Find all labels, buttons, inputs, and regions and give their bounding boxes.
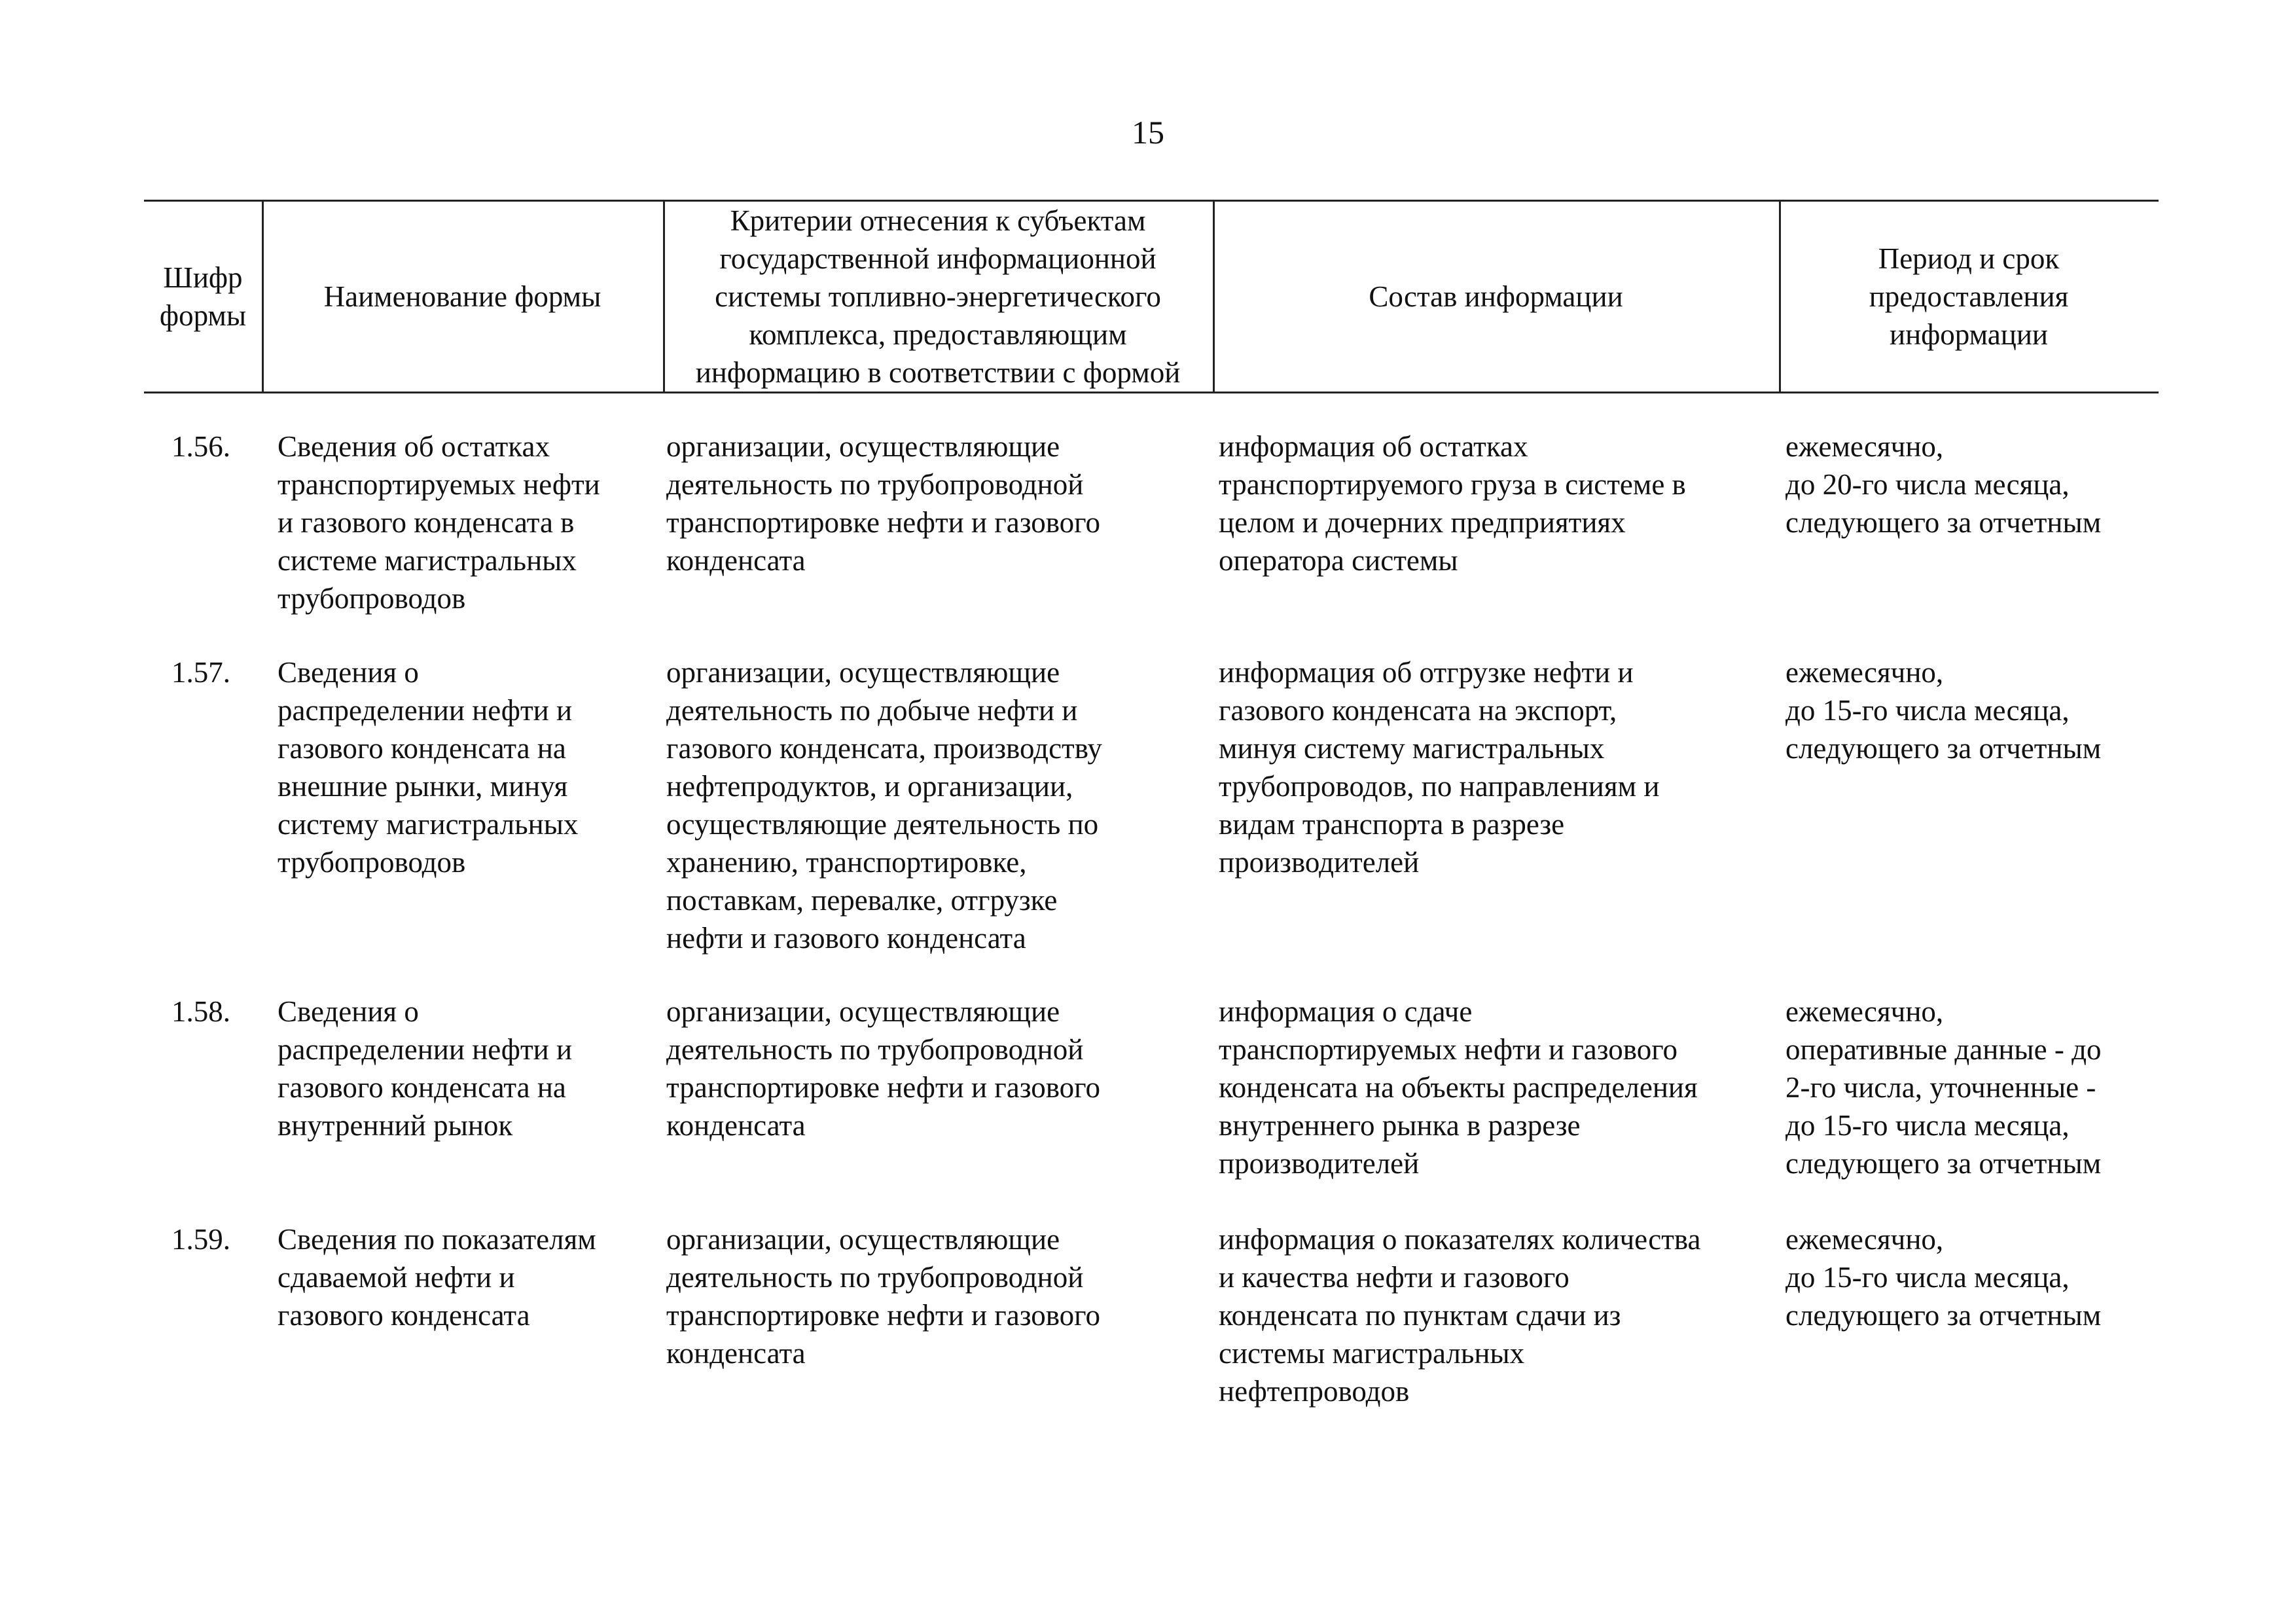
form-period: ежемесячно, до 15-го числа месяца, следующего за отчетным	[1785, 1223, 2102, 1332]
header-criteria	[663, 202, 1213, 392]
form-period: ежемесячно, оперативные данные - до 2-го числа, уточненные - до 15-го числа месяца, следующего за отчетным	[1785, 995, 2102, 1180]
form-composition: информация о показателях количества и качества нефти и газового конденсата по пунктам сдачи из системы магистральных нефтепроводов	[1219, 1223, 1701, 1408]
form-name: Сведения по показателям сдаваемой нефти и газового конденсата	[278, 1223, 596, 1332]
form-criteria: организации, осуществляющие деятельность по трубопроводной транспортировке нефти и газового конденсата	[666, 430, 1101, 577]
header-period	[1779, 202, 2159, 392]
header-line: Наименование формы	[323, 280, 601, 313]
table-row	[144, 428, 2159, 653]
table-row	[144, 1220, 2159, 1417]
form-code: 1.56.	[171, 430, 230, 463]
header-form-code	[144, 202, 262, 392]
header-line: формы	[159, 299, 247, 332]
table-row	[144, 653, 2159, 993]
header-line: предоставления	[1869, 280, 2069, 313]
header-line: системы топливно-энергетического	[715, 280, 1161, 313]
form-name: Сведения о распределении нефти и газового конденсата на внешние рынки, минуя систему магистральных трубопроводов	[278, 656, 579, 879]
form-criteria: организации, осуществляющие деятельность по добыче нефти и газового конденсата, производству нефтепродуктов, и организации, осуществляющие деятельность по хранению, транспортировке, поставкам, перевалке, отгрузке нефти и газового конденсата	[666, 656, 1102, 955]
form-code: 1.59.	[171, 1223, 230, 1256]
header-line: Шифр	[163, 261, 243, 294]
table-row	[144, 993, 2159, 1220]
header-text	[324, 278, 601, 316]
header-text	[160, 259, 246, 335]
table-body	[144, 428, 2159, 1417]
table-header	[144, 200, 2159, 393]
header-line: Критерии отнесения к субъектам	[730, 204, 1146, 237]
header-form-name	[262, 202, 663, 392]
form-name: Сведения об остатках транспортируемых нефти и газового конденсата в системе магистральных трубопроводов	[278, 430, 600, 615]
page-number: 15	[1132, 114, 1164, 151]
form-composition: информация о сдаче транспортируемых нефти и газового конденсата на объекты распределения внутреннего рынка в разрезе производителей	[1219, 995, 1698, 1180]
header-line: государственной информационной	[719, 242, 1157, 275]
forms-table	[144, 200, 2159, 1417]
form-composition: информация об отгрузке нефти и газового конденсата на экспорт, минуя систему магистральных трубопроводов, по направлениям и видам транспорта в разрезе производителей	[1219, 656, 1660, 879]
header-line: комплекса, предоставляющим	[749, 318, 1127, 351]
header-line: информацию в соответствии с формой	[695, 356, 1181, 389]
form-code: 1.57.	[171, 656, 230, 689]
header-line: Состав информации	[1369, 280, 1623, 313]
form-name: Сведения о распределении нефти и газового конденсата на внутренний рынок	[278, 995, 573, 1142]
form-criteria: организации, осуществляющие деятельность по трубопроводной транспортировке нефти и газового конденсата	[666, 995, 1101, 1142]
form-period: ежемесячно, до 20-го числа месяца, следующего за отчетным	[1785, 430, 2102, 539]
form-criteria: организации, осуществляющие деятельность по трубопроводной транспортировке нефти и газового конденсата	[666, 1223, 1101, 1370]
header-text	[1869, 240, 2069, 354]
form-period: ежемесячно, до 15-го числа месяца, следующего за отчетным	[1785, 656, 2102, 765]
header-composition	[1213, 202, 1779, 392]
form-composition: информация об остатках транспортируемого груза в системе в целом и дочерних предприятиях оператора системы	[1219, 430, 1686, 577]
header-line: информации	[1889, 318, 2049, 351]
header-text	[1369, 278, 1623, 316]
header-line: Период и срок	[1878, 242, 2060, 275]
header-text	[696, 202, 1181, 392]
form-code: 1.58.	[171, 995, 230, 1028]
